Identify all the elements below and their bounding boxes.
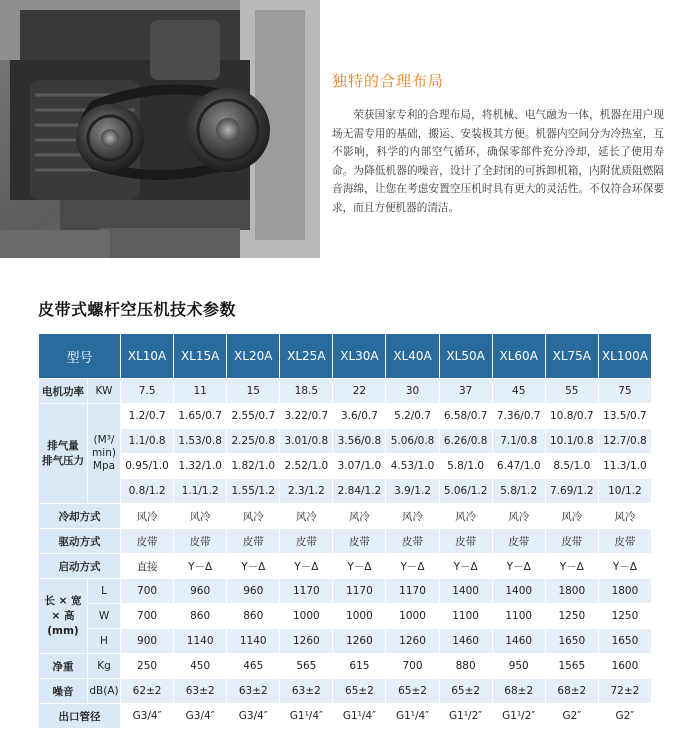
model-header: XL20A — [227, 334, 280, 379]
table-cell: 皮带 — [439, 529, 492, 554]
table-row-cooling — [39, 504, 652, 529]
table-cell: 565 — [280, 654, 333, 679]
table-cell: 7.69/1.2 — [545, 479, 598, 504]
dims-label-line2: × 高 — [51, 609, 75, 622]
table-cell: 11 — [174, 379, 227, 404]
row-label: 噪音 — [39, 679, 88, 704]
table-cell: 55 — [545, 379, 598, 404]
table-row-start — [39, 554, 652, 579]
table-cell: Y－Δ — [174, 554, 227, 579]
model-header: XL100A — [598, 334, 651, 379]
table-cell: 2.84/1.2 — [333, 479, 386, 504]
table-header-row — [39, 334, 652, 379]
table-cell: 960 — [227, 579, 280, 604]
airflow-label-line1: 排气量 — [47, 439, 79, 452]
row-unit: H — [88, 629, 121, 654]
table-cell: G1¹/4″ — [333, 704, 386, 729]
table-cell: G1¹/2″ — [439, 704, 492, 729]
table-cell: 1260 — [280, 629, 333, 654]
table-row-dims — [39, 604, 652, 629]
feature-title: 独特的合理布局 — [332, 72, 445, 90]
table-cell: 1.32/1.0 — [174, 454, 227, 479]
table-cell: 0.8/1.2 — [121, 479, 174, 504]
table-cell: 0.95/1.0 — [121, 454, 174, 479]
table-cell: 30 — [386, 379, 439, 404]
table-cell: 960 — [174, 579, 227, 604]
table-row-dims — [39, 629, 652, 654]
table-cell: 2.25/0.8 — [227, 429, 280, 454]
table-cell: 8.5/1.0 — [545, 454, 598, 479]
table-cell: 18.5 — [280, 379, 333, 404]
table-cell: 1250 — [545, 604, 598, 629]
table-cell: 700 — [121, 604, 174, 629]
table-cell: G1¹/2″ — [492, 704, 545, 729]
table-cell: 风冷 — [386, 504, 439, 529]
table-cell: 6.47/1.0 — [492, 454, 545, 479]
table-cell: 1000 — [280, 604, 333, 629]
table-cell: 1800 — [598, 579, 651, 604]
airflow-unit-line3: Mpa — [92, 460, 116, 472]
table-cell: 1400 — [492, 579, 545, 604]
table-cell: 13.5/0.7 — [598, 404, 651, 429]
table-cell: 900 — [121, 629, 174, 654]
table-cell: 3.22/0.7 — [280, 404, 333, 429]
table-cell: 450 — [174, 654, 227, 679]
table-cell: 615 — [333, 654, 386, 679]
table-cell: Y－Δ — [333, 554, 386, 579]
table-cell: 6.26/0.8 — [439, 429, 492, 454]
table-cell: 风冷 — [121, 504, 174, 529]
table-cell: 1.53/0.8 — [174, 429, 227, 454]
table-row-noise — [39, 679, 652, 704]
table-cell: 风冷 — [492, 504, 545, 529]
table-cell: 1.82/1.0 — [227, 454, 280, 479]
table-cell: 1.1/0.8 — [121, 429, 174, 454]
table-cell: 1.2/0.7 — [121, 404, 174, 429]
model-header-label: 型号 — [39, 334, 121, 379]
table-cell: 5.8/1.0 — [439, 454, 492, 479]
table-cell: 5.06/0.8 — [386, 429, 439, 454]
table-cell: 250 — [121, 654, 174, 679]
table-cell: 风冷 — [439, 504, 492, 529]
table-cell: Y－Δ — [598, 554, 651, 579]
table-cell: 1260 — [333, 629, 386, 654]
row-label: 冷却方式 — [39, 504, 121, 529]
table-cell: 11.3/1.0 — [598, 454, 651, 479]
table-cell: 1.55/1.2 — [227, 479, 280, 504]
table-cell: 风冷 — [598, 504, 651, 529]
table-cell: Y－Δ — [227, 554, 280, 579]
table-cell: 12.7/0.8 — [598, 429, 651, 454]
model-header: XL30A — [333, 334, 386, 379]
model-header: XL15A — [174, 334, 227, 379]
table-cell: 1.65/0.7 — [174, 404, 227, 429]
table-cell: Y－Δ — [280, 554, 333, 579]
table-cell: 皮带 — [492, 529, 545, 554]
table-cell: 700 — [386, 654, 439, 679]
table-cell: G3/4″ — [174, 704, 227, 729]
table-row-outlet — [39, 704, 652, 729]
table-cell: 直接 — [121, 554, 174, 579]
table-cell: 950 — [492, 654, 545, 679]
table-cell: 10/1.2 — [598, 479, 651, 504]
feature-description: 荣获国家专利的合理布局，将机械、电气融为一体，机器在用户现场无需专用的基础，搬运、安装极其方便。机器内空间分为冷热室，互不影响，科学的内部空气循环，确保零部件充分冷却，延长了使用寿命。为降低机器的噪音，设计了全封闭的可拆卸机箱，内附优质阻燃隔音海绵，让您在考虑安置空压机时具有更大的灵活性。不仅符合环保要求，而且方便机器的清洁。 — [332, 109, 664, 214]
table-cell: 风冷 — [333, 504, 386, 529]
row-unit: W — [88, 604, 121, 629]
table-cell: 皮带 — [174, 529, 227, 554]
table-cell: 5.06/1.2 — [439, 479, 492, 504]
table-row-airflow — [39, 479, 652, 504]
table-cell: 1800 — [545, 579, 598, 604]
airflow-label-line2: 排气压力 — [42, 454, 84, 467]
table-cell: 37 — [439, 379, 492, 404]
model-header: XL40A — [386, 334, 439, 379]
table-cell: 2.3/1.2 — [280, 479, 333, 504]
table-cell: 75 — [598, 379, 651, 404]
table-row-airflow — [39, 429, 652, 454]
table-cell: 1460 — [439, 629, 492, 654]
table-cell: 1170 — [280, 579, 333, 604]
row-label: 净重 — [39, 654, 88, 679]
table-cell: 10.1/0.8 — [545, 429, 598, 454]
table-cell: 1140 — [227, 629, 280, 654]
table-cell: Y－Δ — [386, 554, 439, 579]
table-cell: 7.5 — [121, 379, 174, 404]
row-unit: L — [88, 579, 121, 604]
table-cell: 1460 — [492, 629, 545, 654]
table-cell: 皮带 — [280, 529, 333, 554]
model-header: XL10A — [121, 334, 174, 379]
table-cell: 1650 — [598, 629, 651, 654]
table-cell: 7.1/0.8 — [492, 429, 545, 454]
table-cell: 皮带 — [598, 529, 651, 554]
table-row-airflow — [39, 404, 652, 429]
table-cell: 皮带 — [121, 529, 174, 554]
machine-photo — [0, 0, 320, 258]
table-cell: 3.07/1.0 — [333, 454, 386, 479]
table-cell: Y－Δ — [439, 554, 492, 579]
table-cell: 1400 — [439, 579, 492, 604]
table-row-weight — [39, 654, 652, 679]
row-label: 驱动方式 — [39, 529, 121, 554]
table-cell: 1.1/1.2 — [174, 479, 227, 504]
table-cell: 1565 — [545, 654, 598, 679]
table-cell: 700 — [121, 579, 174, 604]
table-row-power — [39, 379, 652, 404]
table-cell: 3.6/0.7 — [333, 404, 386, 429]
dims-label-line3: (mm) — [47, 624, 79, 637]
section-title: 皮带式螺杆空压机技术参数 — [38, 300, 237, 319]
table-cell: 65±2 — [439, 679, 492, 704]
table-cell: 3.9/1.2 — [386, 479, 439, 504]
table-cell: 15 — [227, 379, 280, 404]
table-cell: 2.55/0.7 — [227, 404, 280, 429]
table-cell: 68±2 — [492, 679, 545, 704]
airflow-label — [39, 404, 88, 504]
model-header: XL60A — [492, 334, 545, 379]
dims-label — [39, 579, 88, 654]
spec-table — [38, 333, 652, 729]
table-cell: 1600 — [598, 654, 651, 679]
table-cell: 5.8/1.2 — [492, 479, 545, 504]
table-cell: 风冷 — [227, 504, 280, 529]
model-header: XL50A — [439, 334, 492, 379]
table-cell: G1¹/4″ — [280, 704, 333, 729]
table-cell: 1100 — [492, 604, 545, 629]
table-cell: 1140 — [174, 629, 227, 654]
table-cell: 皮带 — [545, 529, 598, 554]
table-cell: 1000 — [333, 604, 386, 629]
row-unit: Kg — [88, 654, 121, 679]
table-cell: 2.52/1.0 — [280, 454, 333, 479]
dims-label-line1: 长 × 宽 — [44, 594, 82, 607]
row-label: 电机功率 — [39, 379, 88, 404]
table-cell: 45 — [492, 379, 545, 404]
table-cell: 风冷 — [174, 504, 227, 529]
model-header: XL25A — [280, 334, 333, 379]
model-header: XL75A — [545, 334, 598, 379]
table-cell: 皮带 — [333, 529, 386, 554]
table-cell: 1650 — [545, 629, 598, 654]
table-cell: 1250 — [598, 604, 651, 629]
table-cell: 63±2 — [280, 679, 333, 704]
table-cell: G3/4″ — [121, 704, 174, 729]
airflow-unit — [88, 404, 121, 504]
airflow-unit-line1: (M³/ — [93, 434, 115, 446]
table-row-dims — [39, 579, 652, 604]
table-cell: 3.01/0.8 — [280, 429, 333, 454]
table-cell: 皮带 — [227, 529, 280, 554]
row-label: 出口管径 — [39, 704, 121, 729]
table-cell: 65±2 — [386, 679, 439, 704]
table-row-airflow — [39, 454, 652, 479]
table-cell: 皮带 — [386, 529, 439, 554]
table-cell: G2″ — [598, 704, 651, 729]
table-cell: 1170 — [386, 579, 439, 604]
table-cell: 63±2 — [227, 679, 280, 704]
table-cell: 1170 — [333, 579, 386, 604]
row-label: 启动方式 — [39, 554, 121, 579]
table-cell: 1100 — [439, 604, 492, 629]
table-cell: 65±2 — [333, 679, 386, 704]
table-cell: 6.58/0.7 — [439, 404, 492, 429]
table-cell: 7.36/0.7 — [492, 404, 545, 429]
table-cell: 63±2 — [174, 679, 227, 704]
table-cell: 62±2 — [121, 679, 174, 704]
table-cell: 1000 — [386, 604, 439, 629]
airflow-unit-line2: min) — [92, 447, 116, 459]
table-cell: 5.2/0.7 — [386, 404, 439, 429]
table-cell: 860 — [174, 604, 227, 629]
table-cell: 4.53/1.0 — [386, 454, 439, 479]
table-cell: 3.56/0.8 — [333, 429, 386, 454]
table-cell: G3/4″ — [227, 704, 280, 729]
row-unit: dB(A) — [88, 679, 121, 704]
table-cell: 465 — [227, 654, 280, 679]
table-cell: Y－Δ — [545, 554, 598, 579]
table-cell: 1260 — [386, 629, 439, 654]
table-cell: 880 — [439, 654, 492, 679]
table-cell: G1¹/4″ — [386, 704, 439, 729]
table-row-drive — [39, 529, 652, 554]
table-cell: 风冷 — [545, 504, 598, 529]
table-cell: 72±2 — [598, 679, 651, 704]
table-cell: 860 — [227, 604, 280, 629]
table-cell: 68±2 — [545, 679, 598, 704]
table-cell: 22 — [333, 379, 386, 404]
row-unit: KW — [88, 379, 121, 404]
table-cell: G2″ — [545, 704, 598, 729]
table-cell: Y－Δ — [492, 554, 545, 579]
table-cell: 风冷 — [280, 504, 333, 529]
table-cell: 10.8/0.7 — [545, 404, 598, 429]
